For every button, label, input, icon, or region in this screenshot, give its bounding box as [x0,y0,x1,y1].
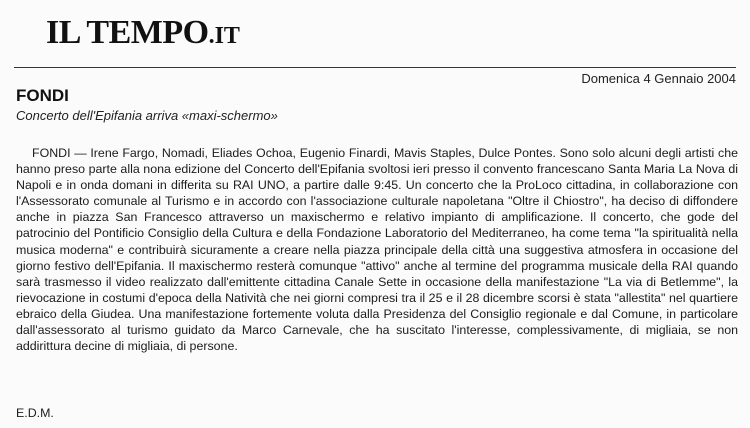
article-body: FONDI — Irene Fargo, Nomadi, Eliades Ochoa, Eugenio Finardi, Mavis Staples, Dulce Pontes. Sono solo alcuni degli artisti che hanno preso parte alla nona edizione del Concerto dell'Epifania svoltosi ieri presso il convento francescano Santa Maria La Nova di Napoli e in onda domani in differita su RAI UNO, a partire dalle 9:45. Un concerto che la ProLoco cittadina, in collaborazione con l'Assessorato comunale al Turismo e in accordo con l'associazione culturale napoletana "Oltre il Chiostro", ha deciso di diffondere anche in piazza San Francesco attraverso un maxischermo e relativo impianto di amplificazione. Il concerto, che gode del patrocinio del Pontificio Consiglio della Cultura e della Fondazione Laboratorio del Mediterraneo, ha come tema "la spiritualità nella musica moderna" e contribuirà sicuramente a creare nella piazza principale della città una suggestiva atmosfera in occasione del giorno festivo dell'Epifania. Il maxischermo resterà comunque "attivo" anche al termine del programma musicale della RAI quando sarà trasmesso il video realizzato dall'emittente cittadina Canale Sette in occasione della manifestazione "La via di Betlemme", la rievocazione in costumi d'epoca della Natività che nei giorni compresi tra il 25 e il 28 dicembre scorsi è stata "allestita" nel quartiere ebraico della Giudea. Una manifestazione fortemente voluta dalla Presidenza del Consiglio regionale e dal Comune, in particolare dall'assessorato al turismo guidato da Marco Carnevale, che ha suscitato l'interesse, complessivamente, di migliaia, se non addirittura decine di migliaia, di persone. [16,146,738,354]
publication-date: Domenica 4 Gennaio 2004 [581,71,736,86]
author-signature: E.D.M. [16,406,54,420]
masthead-logo [46,14,240,55]
article-subtitle: Concerto dell'Epifania arriva «maxi-schermo» [16,108,278,123]
section-heading: FONDI [16,86,69,105]
masthead-suffix: .IT [208,23,240,49]
header-divider [14,67,736,68]
masthead-name: IL TEMPO [46,14,209,51]
